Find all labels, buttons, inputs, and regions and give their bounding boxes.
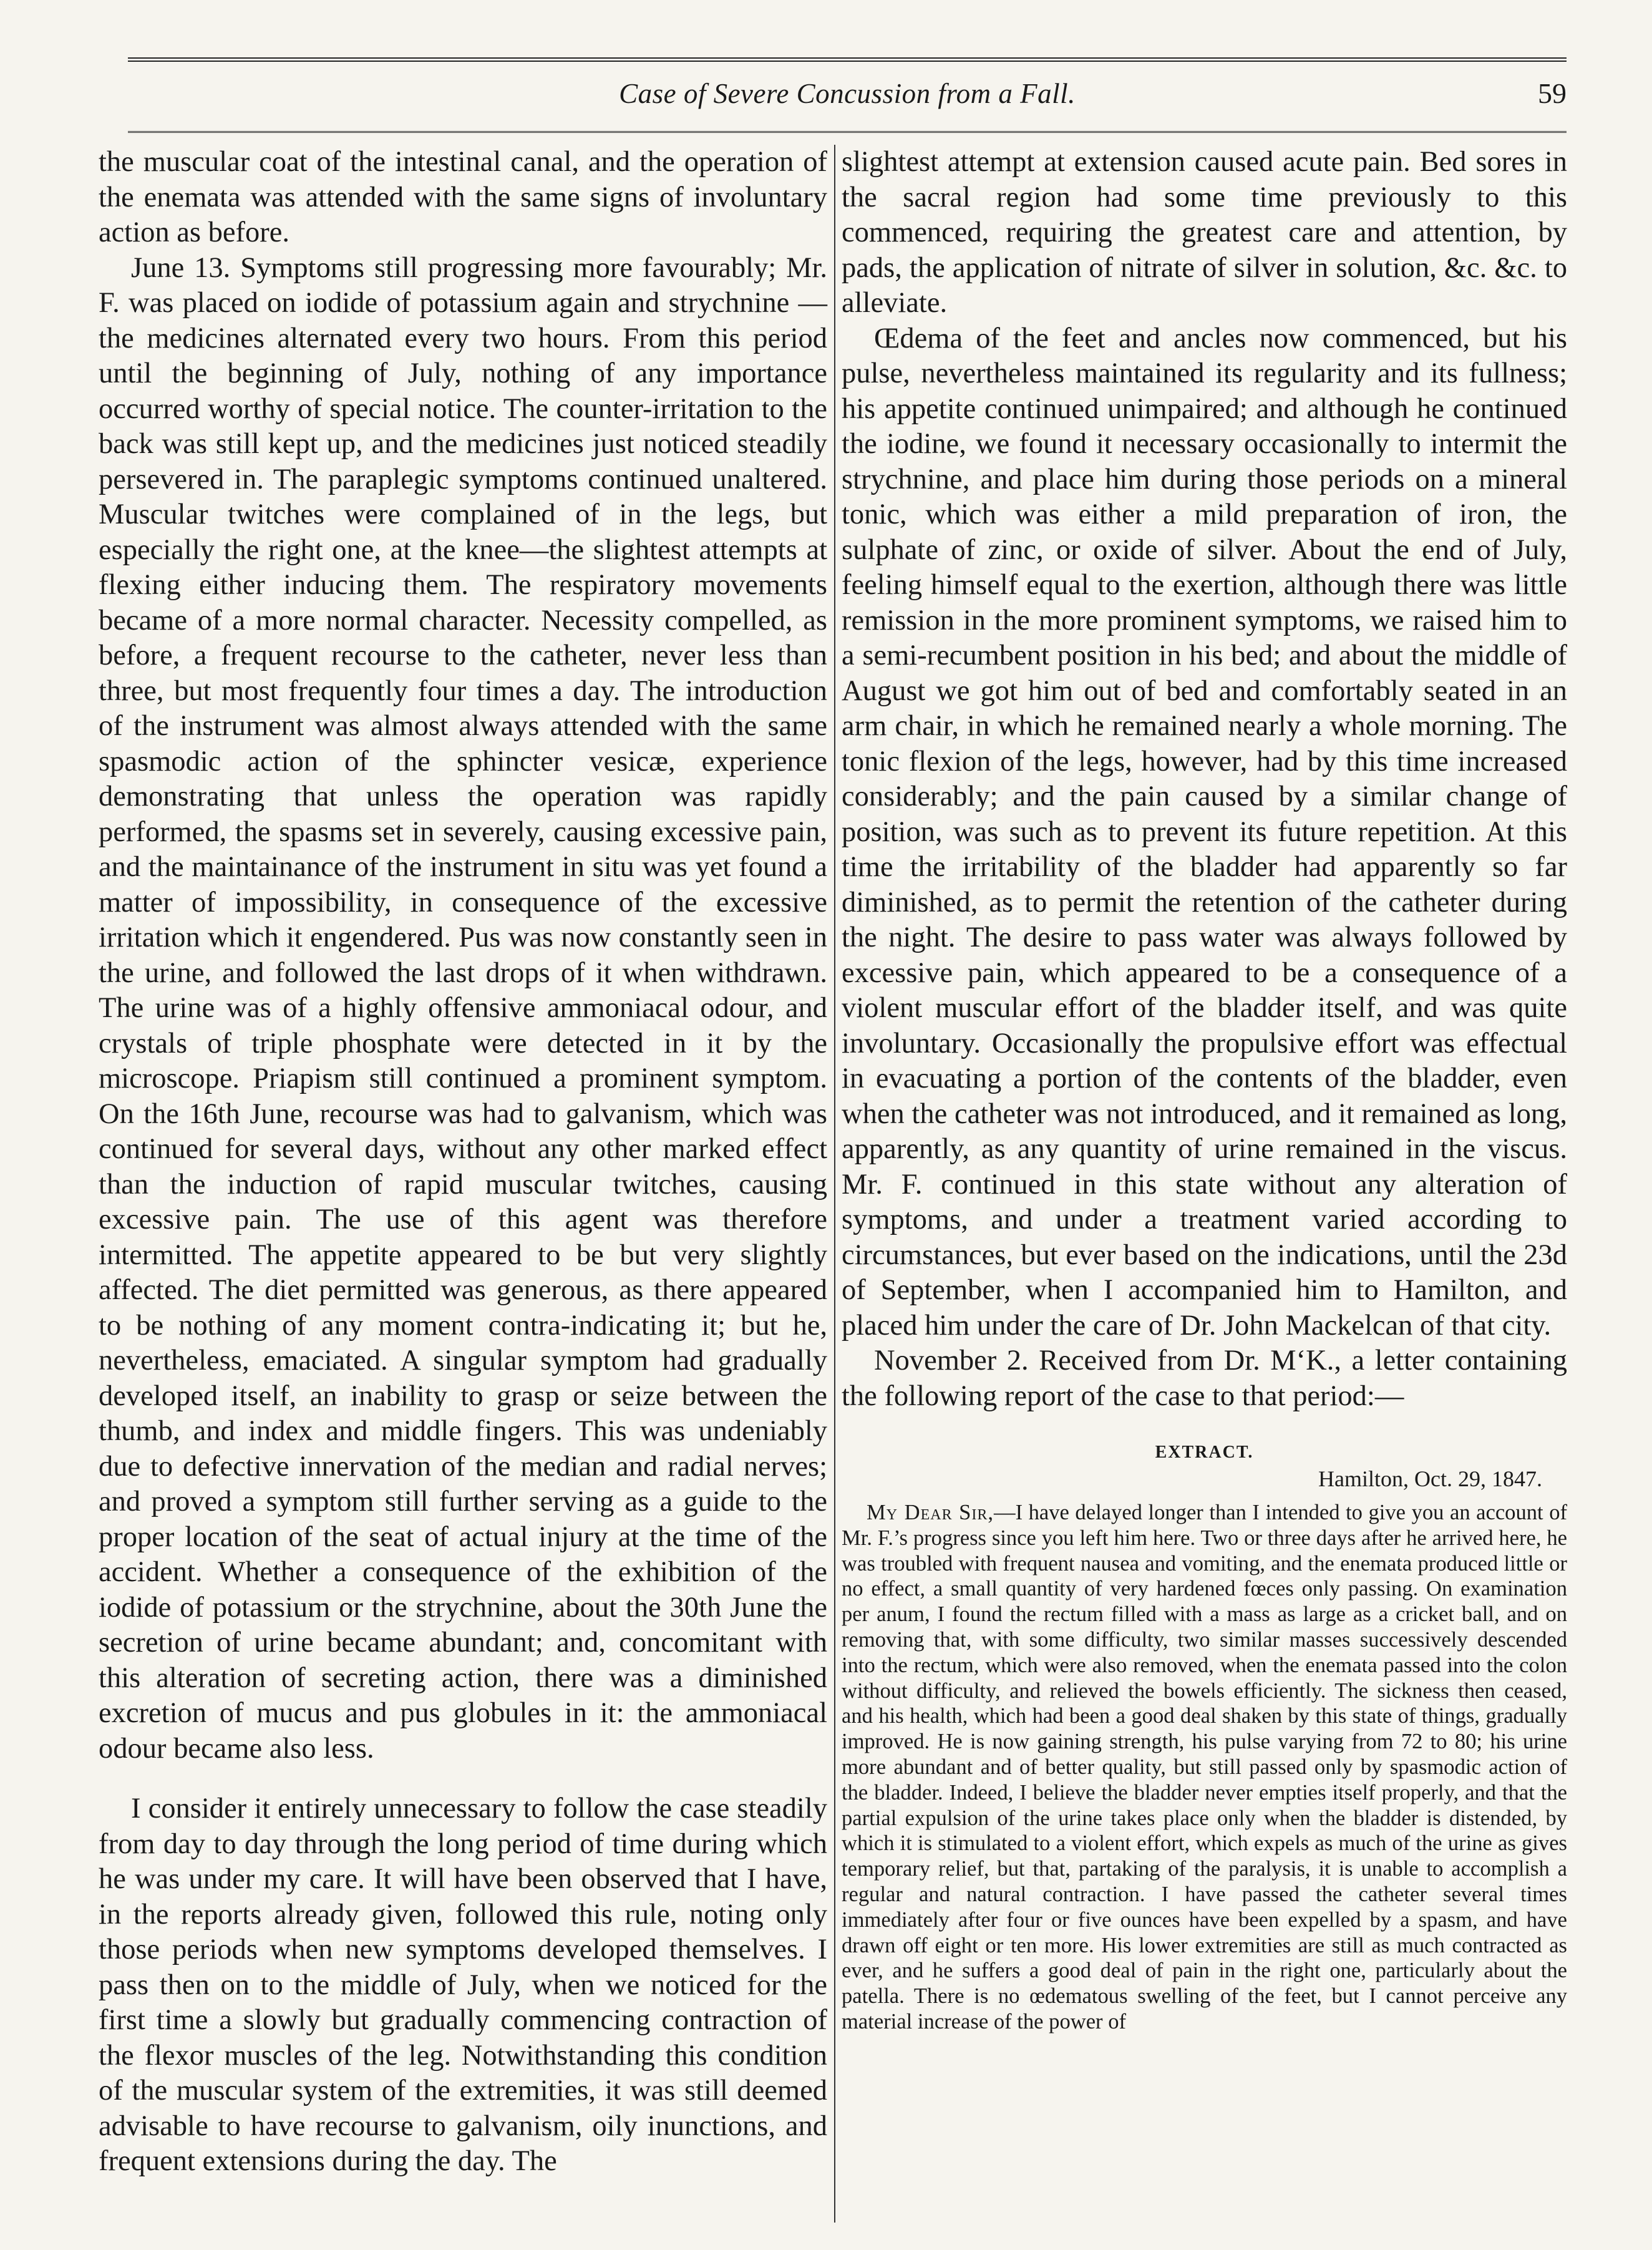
left-column xyxy=(99,145,827,2229)
page-number: 59 xyxy=(1538,77,1567,109)
paragraph: June 13. Symptoms still progressing more favourably; Mr. F. was placed on iodide of potassium again and strychnine —the medicines alternated every two hours. From this period until the beginning of July, nothing of any importance occurred worthy of special notice. The counter-irritation to the back was still kept up, and the medicines just noticed steadily persevered in. The paraplegic symptoms continued unaltered. Muscular twitches were complained of in the legs, but especially the right one, at the knee—the slightest attempts at flexing either inducing them. The respiratory movements became of a more normal character. Necessity compelled, as before, a frequent recourse to the catheter, never less than three, but most frequently four times a day. The introduction of the instrument was almost always attended with the same spasmodic action of the sphincter vesicæ, experience demonstrating that unless the operation was rapidly performed, the spasms set in severely, causing excessive pain, and the maintainance of the instrument in situ was yet found a matter of impossibility, in consequence of the excessive irritation which it engendered. Pus was now constantly seen in the urine, and followed the last drops of it when withdrawn. The urine was of a highly offensive ammoniacal odour, and crystals of triple phosphate were detected in it by the microscope. Priapism still continued a prominent symptom. On the 16th June, recourse was had to galvanism, which was continued for several days, without any other marked effect than the induction of rapid muscular twitches, causing excessive pain. The use of this agent was therefore intermitted. The appetite appeared to be but very slightly affected. The diet permitted was generous, as there appeared to be nothing of any moment contra-indicating it; but he, nevertheless, emaciated. A singular symptom had gradually developed itself, an inability to grasp or seize between the thumb, and index and middle fingers. This was undeniably due to defective innervation of the median and radial nerves; and proved a symptom still further serving as a guide to the proper location of the seat of actual injury at the time of the accident. Whether a consequence of the exhibition of the iodide of potassium or the strychnine, about the 30th June the secretion of urine became abundant; and, concomitant with this alteration of secreting action, there was a diminished excretion of mucus and pus globules in it: the ammoniacal odour became also less. xyxy=(99,251,827,1765)
header-rule-top xyxy=(128,57,1567,62)
letter-salutation: My Dear Sir, xyxy=(867,1501,994,1524)
paragraph: the muscular coat of the intestinal canal, and the operation of the enemata was attended with the same signs of involuntary action as before. xyxy=(99,146,827,248)
paragraph: November 2. Received from Dr. M‘K., a letter containing the following report of the case to that period:— xyxy=(842,1345,1567,1412)
letter-text xyxy=(842,1500,1567,2035)
running-title: Case of Severe Concussion from a Fall. xyxy=(619,78,1076,109)
column-divider xyxy=(834,145,835,2223)
right-column xyxy=(842,145,1567,2229)
paragraph: I consider it entirely unnecessary to follow the case steadily from day to day through the long period of time during which he was under my care. It will have been observed that I have, in the reports already given, followed this rule, noting only those periods when new symptoms developed themselves. I pass then on to the middle of July, when we noticed for the first time a slowly but gradually commencing contraction of the flexor muscles of the leg. Notwithstanding this condition of the muscular system of the extremities, it was still deemed advisable to have recourse to galvanism, oily inunctions, and frequent extensions during the day. The xyxy=(99,1793,827,2177)
header-rule-bottom xyxy=(128,131,1567,133)
letter-body: —I have delayed longer than I intended to give you an account of Mr. F.’s progress since you left him here. Two or three days after he arrived here, he was troubled with frequent nausea and vomiting, and the enemata produced little or no effect, a small quantity of very hardened fœces only passing. On examination per anum, I found the rectum filled with a mass as large as a cricket ball, and on removing that, with some difficulty, two similar masses successively descended into the rectum, which were also removed, when the enemata passed into the colon without difficulty, and relieved the bowels efficiently. The sickness then ceased, and his health, which had been a good deal shaken by this state of things, gradually improved. He is now gaining strength, his pulse varying from 72 to 80; his urine more abundant and of better quality, but still passed only by spasmodic action of the bladder. Indeed, I believe the bladder never empties itself properly, and that the partial expulsion of the urine takes place only when the bladder is distended, by which it is stimulated to a violent effort, which expels as much of the urine as gives temporary relief, but that, partaking of the paralysis, it is unable to accomplish a regular and natural contraction. I have passed the catheter several times immediately after four or five ounces have been expelled by a spasm, and have drawn off eight or ten more. His lower extremities are still as much contracted as ever, and he suffers a good deal of pain in the right one, particularly about the patella. There is no œdematous swelling of the feet, but I cannot perceive any material increase of the power of xyxy=(842,1501,1567,2033)
extract-date: Hamilton, Oct. 29, 1847. xyxy=(1318,1466,1542,1491)
paragraph: slightest attempt at extension caused acute pain. Bed sores in the sacral region had some time previously to this commenced, requiring the greatest care and attention, by pads, the application of nitrate of silver in solution, &c. &c. to alleviate. xyxy=(842,146,1567,319)
extract-label: EXTRACT. xyxy=(1155,1443,1254,1462)
paragraph: Œdema of the feet and ancles now commenced, but his pulse, nevertheless maintained its regularity and its fullness; his appetite continued unimpaired; and although he continued the iodine, we found it necessary occasionally to intermit the strychnine, and place him during those periods on a mineral tonic, which was either a mild preparation of iron, the sulphate of zinc, or oxide of silver. About the end of July, feeling himself equal to the exertion, although there was little remission in the more prominent symptoms, we raised him to a semi-recumbent position in his bed; and about the middle of August we got him out of bed and comfortably seated in an arm chair, in which he remained nearly a whole morning. The tonic flexion of the legs, however, had by this time increased considerably; and the pain caused by a similar change of position, was such as to prevent its future repetition. At this time the irritability of the bladder had apparently so far diminished, as to permit the retention of the catheter during the night. The desire to pass water was always followed by excessive pain, which appeared to be a consequence of a violent muscular effort of the bladder itself, and was quite involuntary. Occasionally the propulsive effort was effectual in evacuating a portion of the contents of the bladder, even when the catheter was not introduced, and it remained as long, apparently, as any quantity of urine remained in the viscus. Mr. F. continued in this state without any alteration of symptoms, and under a treatment varied according to circumstances, but ever based on the indications, until the 23d of September, when I accompanied him to Hamilton, and placed him under the care of Dr. John Mackelcan of that city. xyxy=(842,322,1567,1342)
running-head xyxy=(128,75,1567,119)
